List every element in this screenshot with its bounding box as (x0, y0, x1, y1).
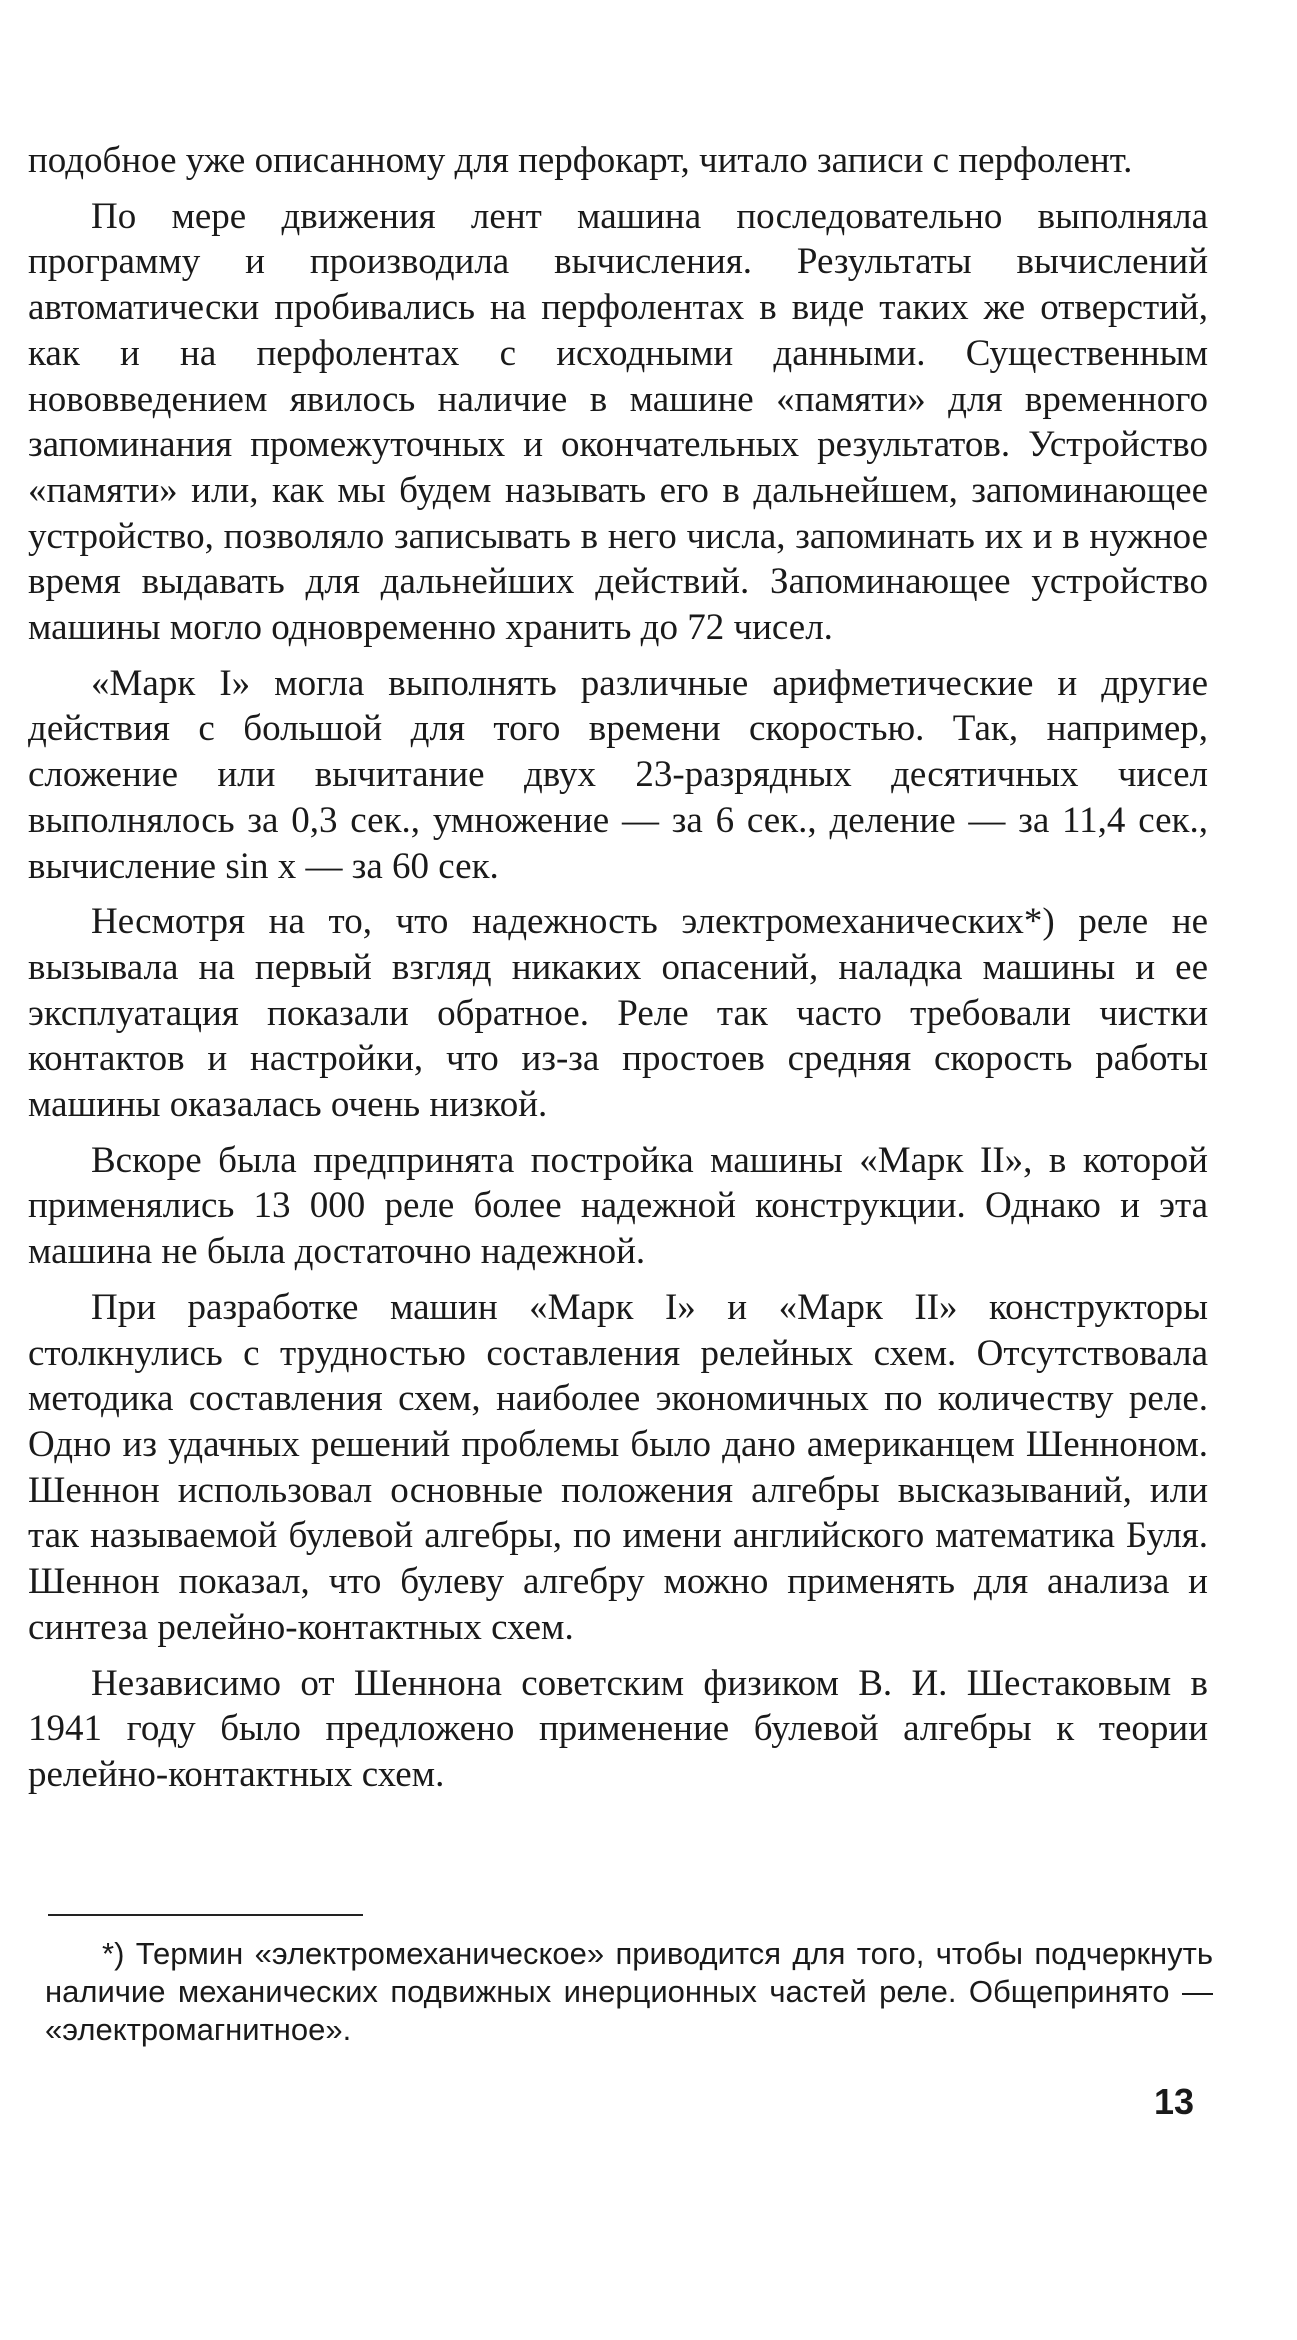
footnote: *) Термин «электромеханическое» приводится для того, чтобы подчеркнуть наличие механических подвижных инерционных частей реле. Общепринято — «электромагнитное». (45, 1936, 1213, 2047)
paragraph-relay-reliability: Несмотря на то, что надежность электромеханических*) реле не вызывала на первый взгляд никаких опасений, наладка машины и ее эксплуатация показали обратное. Реле так часто требовали чистки контактов и настройки, что из-за простоев средняя скорость работы машины оказалась очень низкой. (28, 901, 1208, 1126)
main-text (28, 138, 1208, 1798)
paragraph-shestakov: Независимо от Шеннона советским физиком В. И. Шестаковым в 1941 году было предложено применение булевой алгебры к теории релейно-контактных схем. (28, 1662, 1208, 1795)
paragraph-shannon: При разработке машин «Марк I» и «Марк II» конструкторы столкнулись с трудностью составления релейных схем. Отсутствовала методика составления схем, наиболее экономичных по количеству реле. Одно из удачных решений проблемы было дано американцем Шенноном. Шеннон использовал основные положения алгебры высказываний, или так называемой булевой алгебры, по имени английского математика Буля. Шеннон показал, что булеву алгебру можно применять для анализа и синтеза релейно-контактных схем. (28, 1286, 1208, 1648)
paragraph-continued: подобное уже описанному для перфокарт, читало записи с перфолент. (28, 140, 1133, 181)
paragraph-mark-ii: Вскоре была предпринята постройка машины «Марк II», в которой применялись 13 000 реле более надежной конструкции. Однако и эта машина не была достаточно надежной. (28, 1139, 1208, 1273)
footnote-divider (48, 1914, 363, 1916)
paragraph-tape-processing: По мере движения лент машина последовательно выполняла программу и производила вычисления. Результаты вычислений автоматически пробивались на перфолентах в виде таких же отверстий, как и на перфолентах с исходными данными. Существенным нововведением явилось наличие в машине «памяти» для временного запоминания промежуточных и окончательных результатов. Устройство «памяти» или, как мы будем называть его в дальнейшем, запоминающее устройство, позволяло записывать в него числа, запоминать их и в нужное время выдавать для дальнейших действий. Запоминающее устройство машины могло одновременно хранить до 72 чисел. (28, 195, 1208, 649)
paragraph-mark-i-speed: «Марк I» могла выполнять различные арифметические и другие действия с большой для того времени скоростью. Так, например, сложение или вычитание двух 23-разрядных десятичных чисел выполнялось за 0,3 сек., умножение — за 6 сек., деление — за 11,4 сек., вычисление sin x — за 60 сек. (28, 662, 1208, 887)
page-number: 13 (1154, 2081, 1195, 2122)
